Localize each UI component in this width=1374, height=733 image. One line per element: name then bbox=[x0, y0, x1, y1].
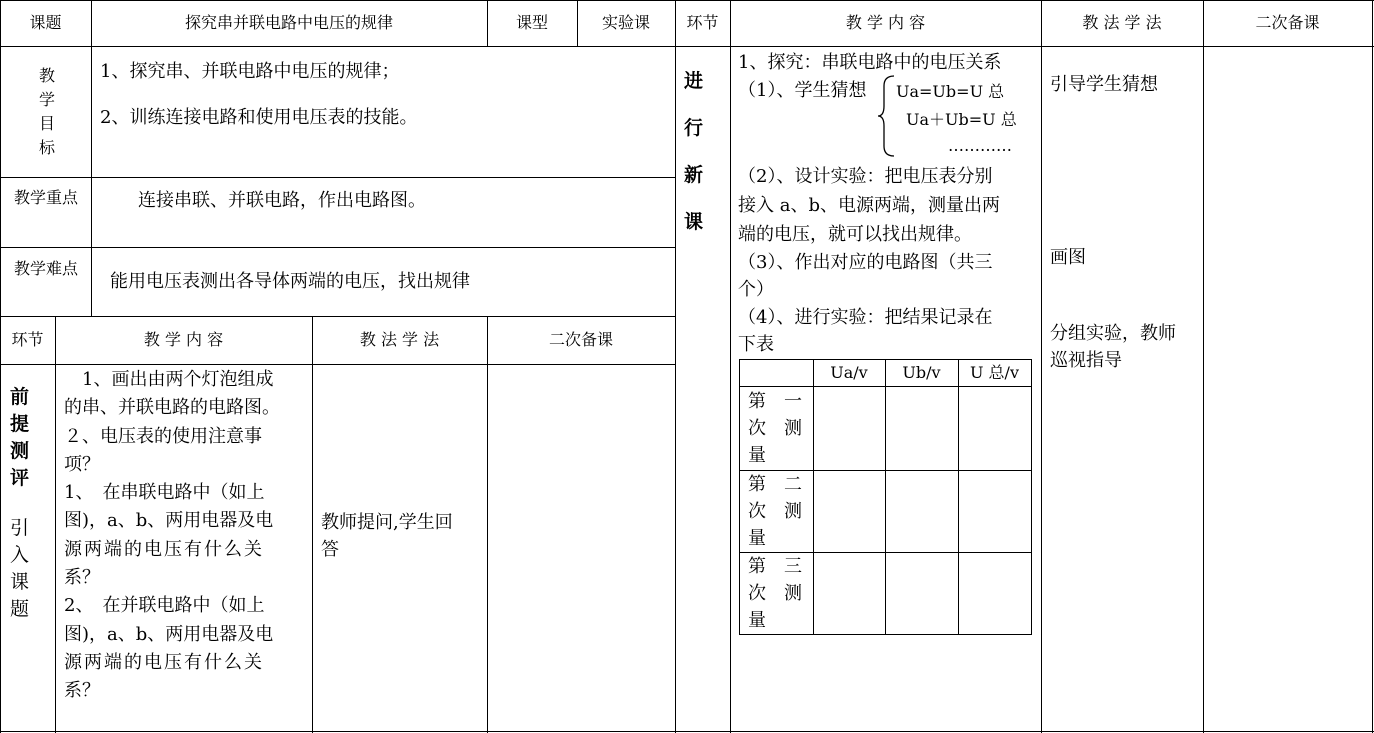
key-divider bbox=[0, 247, 676, 248]
difficulty-text: 能用电压表测出各导体两端的电压，找出规律 bbox=[110, 271, 470, 292]
pre-section-label: 前提测评 bbox=[10, 386, 30, 489]
subheader-divider bbox=[0, 364, 676, 365]
guess-option-1: Ua=Ub=U 总 bbox=[896, 82, 1005, 101]
sub-method-header: 教 法 学 法 bbox=[359, 330, 440, 349]
design-line-2: 接入 a、b、电源两端，测量出两 bbox=[738, 195, 1000, 216]
guess-option-3: ………… bbox=[948, 136, 1012, 155]
design-line-3: 端的电压，就可以找出规律。 bbox=[738, 224, 972, 245]
row-label-line: 次 测 bbox=[748, 418, 802, 439]
pre-line: 图)，a、b、两用电器及电 bbox=[64, 623, 274, 645]
topic-value: 探究串并联电路中电压的规律 bbox=[184, 13, 393, 32]
experiment-line-1: （4）、进行实验：把结果记录在 bbox=[738, 307, 993, 328]
difficulty-label: 教学难点 bbox=[14, 259, 79, 278]
section-header: 环节 bbox=[686, 13, 719, 32]
method-group-1: 分组实验，教师 bbox=[1050, 323, 1176, 344]
pre-line: 2、 在并联电路中（如上 bbox=[64, 595, 265, 617]
row-label-line: 第 二 bbox=[748, 474, 802, 495]
draw-line-1: （3）、作出对应的电路图（共三 bbox=[738, 252, 993, 273]
goals-divider bbox=[0, 177, 676, 178]
header-divider bbox=[0, 46, 1374, 47]
table-header-ua: Ua/v bbox=[830, 363, 868, 382]
experiment-line-2: 下表 bbox=[738, 334, 774, 355]
type-label: 课型 bbox=[515, 13, 548, 32]
pre-line: 项？ bbox=[64, 453, 100, 475]
pre-line: 源两端的电压有什么关 bbox=[64, 538, 264, 560]
border-bottom bbox=[0, 731, 1374, 732]
pre-method-line-1: 教师提问,学生回 bbox=[321, 512, 453, 533]
pre-line: 源两端的电压有什么关 bbox=[64, 651, 264, 673]
row-label-line: 次 测 bbox=[748, 583, 802, 604]
draw-line-2: 个） bbox=[738, 279, 774, 300]
pre-method-line-2: 答 bbox=[321, 539, 339, 560]
difficulty-divider bbox=[0, 316, 676, 317]
mid-divider bbox=[675, 0, 676, 733]
guess-label: （1）、学生猜想 bbox=[738, 80, 867, 101]
key-text: 连接串联、并联电路，作出电路图。 bbox=[138, 190, 426, 211]
prep-header: 二次备课 bbox=[1255, 13, 1320, 32]
type-value: 实验课 bbox=[601, 13, 650, 32]
lower-section-divider bbox=[55, 316, 56, 733]
topic-label: 课题 bbox=[29, 13, 62, 32]
pre-line: 系？ bbox=[64, 567, 100, 589]
design-line-1: （2）、设计实验：把电压表分别 bbox=[738, 166, 993, 187]
new-lesson-label: 进行新课 bbox=[684, 70, 704, 233]
border-top bbox=[0, 0, 1374, 1]
sub-content-header: 教 学 内 容 bbox=[143, 330, 224, 349]
row-label-line: 第 三 bbox=[748, 556, 802, 577]
goal-1: 1、探究串、并联电路中电压的规律； bbox=[100, 61, 400, 82]
row-label-line: 量 bbox=[748, 610, 766, 631]
table-header-utotal: U 总/v bbox=[969, 363, 1019, 382]
row-label-line: 量 bbox=[748, 445, 766, 466]
results-table bbox=[739, 359, 1032, 635]
curly-brace-icon bbox=[876, 74, 898, 158]
table-col-divider bbox=[813, 360, 814, 634]
pre-line: 1、 在串联电路中（如上 bbox=[64, 482, 265, 504]
lower-prep-divider bbox=[487, 316, 488, 733]
pre-line: 1、画出由两个灯泡组成 bbox=[64, 369, 274, 390]
border-left bbox=[0, 0, 1, 733]
row-label-line: 量 bbox=[748, 528, 766, 549]
label-col-divider bbox=[91, 0, 92, 316]
table-header-ub: Ub/v bbox=[902, 363, 941, 382]
table-row bbox=[748, 471, 810, 552]
sub-section-header: 环节 bbox=[11, 330, 44, 349]
intro-section-label: 引入课题 bbox=[10, 517, 30, 620]
table-col-divider bbox=[958, 360, 959, 634]
lower-method-divider bbox=[312, 316, 313, 733]
pre-line: 的串、并联电路的电路图。 bbox=[64, 397, 280, 419]
table-row bbox=[748, 388, 810, 469]
method-group-2: 巡视指导 bbox=[1050, 350, 1122, 371]
key-label: 教学重点 bbox=[14, 188, 79, 207]
guess-option-2: Ua＋Ub=U 总 bbox=[906, 110, 1017, 129]
content-header: 教 学 内 容 bbox=[845, 13, 926, 32]
right-section-divider bbox=[730, 0, 731, 733]
pre-content bbox=[64, 366, 310, 706]
pre-line: ２、电压表的使用注意事 bbox=[64, 425, 262, 447]
table-row bbox=[748, 553, 810, 634]
method-header: 教 法 学 法 bbox=[1082, 13, 1162, 32]
row-label-line: 次 测 bbox=[748, 501, 802, 522]
goals-label: 教学目标 bbox=[38, 66, 55, 157]
method-guess: 引导学生猜想 bbox=[1050, 74, 1158, 95]
explore-title: 1、探究：串联电路中的电压关系 bbox=[738, 52, 1002, 73]
goal-2: 2、训练连接电路和使用电压表的技能。 bbox=[100, 107, 418, 128]
method-draw: 画图 bbox=[1050, 247, 1086, 268]
row-label-line: 第 一 bbox=[748, 391, 802, 412]
pre-line: 图)，a、b、两用电器及电 bbox=[64, 510, 274, 532]
pre-line: 系？ bbox=[64, 680, 100, 702]
table-col-divider bbox=[885, 360, 886, 634]
border-right bbox=[1372, 0, 1373, 733]
sub-prep-header: 二次备课 bbox=[548, 330, 613, 349]
right-prep-divider bbox=[1203, 0, 1204, 733]
right-method-divider bbox=[1041, 0, 1042, 733]
